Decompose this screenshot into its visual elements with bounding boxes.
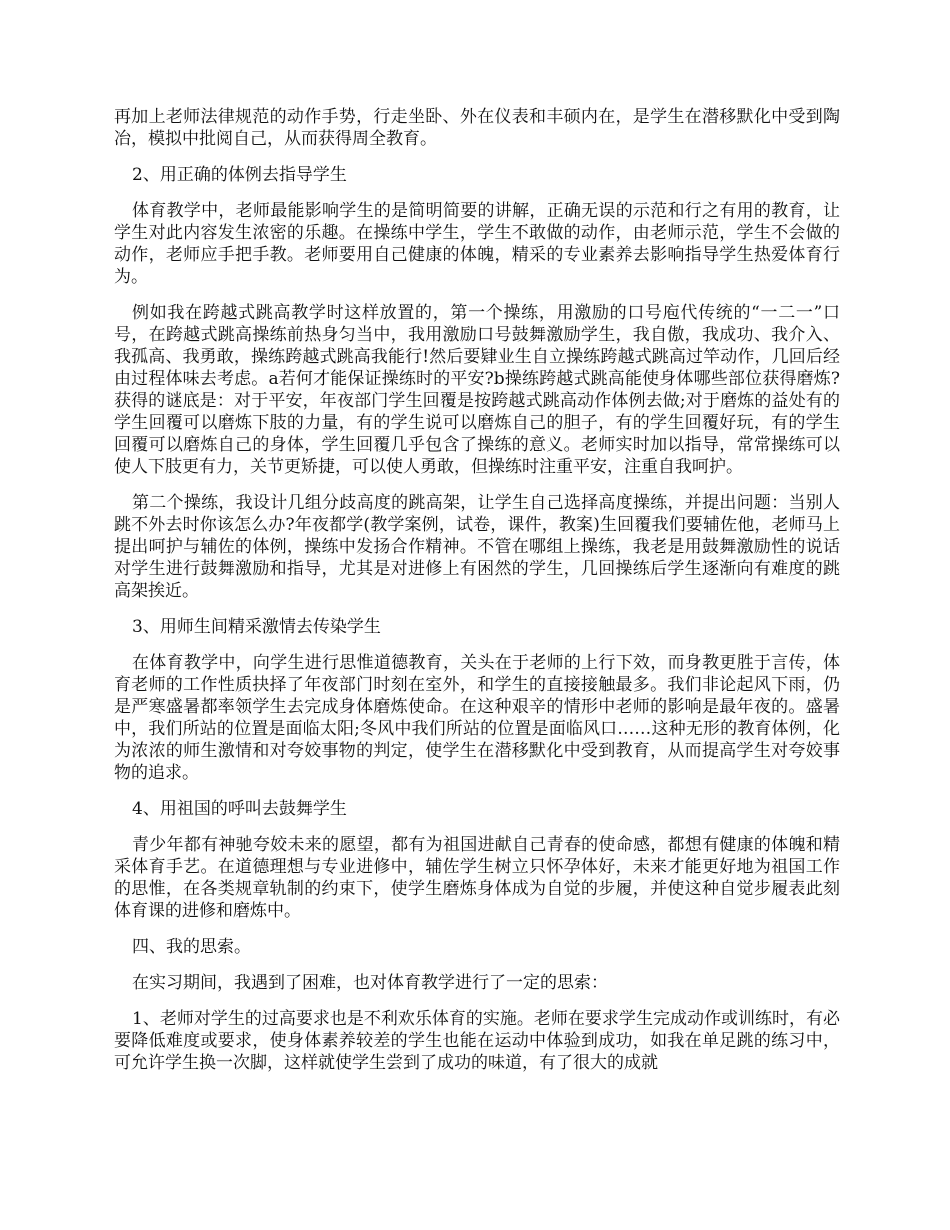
section-heading-3: 3、用师生间精采激情去传染学生 <box>132 617 381 637</box>
paragraph: 1、老师对学生的过高要求也是不利欢乐体育的实施。老师在要求学生完成动作或训练时，有必要降低难度或要求，使身体素养较差的学生也能在运动中体验到成功，如我在单足跳的练习中，可允许学生换一次脚，这样就使学生尝到了成功的味道，有了很大的成就 <box>114 1009 840 1073</box>
paragraph: 第二个操练，我设计几组分歧高度的跳高架，让学生自己选择高度操练，并提出问题：当别人跳不外去时你该怎么办?年夜都学(教学案例，试卷，课件，教案)生回覆我们要辅佐他，老师马上提出呵护与辅佐的体例，操练中发扬合作精神。不管在哪组上操练，我老是用鼓舞激励性的说话对学生进行鼓舞激励和指导，尤其是对进修上有困然的学生，几回操练后学生逐渐向有难度的跳高架挨近。 <box>114 493 840 601</box>
paragraph: 在实习期间，我遇到了困难，也对体育教学进行了一定的思索： <box>132 973 608 993</box>
paragraph: 体育教学中，老师最能影响学生的是简明简要的讲解，正确无误的示范和行之有用的教育，让学生对此内容发生浓密的乐趣。在操练中学生，学生不敢做的动作，由老师示范，学生不会做的动作，老师应手把手教。老师要用自己健康的体魄，精采的专业素养去影响指导学生热爱体育行为。 <box>114 201 840 287</box>
document-page <box>114 106 840 1088</box>
paragraph: 青少年都有神驰夸姣未来的愿望，都有为祖国进献自己青春的使命感，都想有健康的体魄和精采体育手艺。在道德理想与专业进修中，辅佐学生树立只怀孕体好，未来才能更好地为祖国工作的思惟，在各类规章轨制的约束下，使学生磨炼身体成为自觉的步履，并使这种自觉步履表此刻体育课的进修和磨炼中。 <box>114 835 840 921</box>
section-heading-reflection: 四、我的思索。 <box>132 937 251 957</box>
section-heading-4: 4、用祖国的呼叫去鼓舞学生 <box>132 799 347 819</box>
paragraph: 例如我在跨越式跳高教学时这样放置的，第一个操练，用激励的口号庖代传统的“一二一”口号，在跨越式跳高操练前热身匀当中，我用激励口号鼓舞激励学生，我自傲，我成功、我介入、我孤高、我勇敢，操练跨越式跳高我能行!然后要肄业生自立操练跨越式跳高过竿动作，几回后经由过程体味去考虑。a若何才能保证操练时的平安?b操练跨越式跳高能使身体哪些部位获得磨炼?获得的谜底是：对于平安，年夜部门学生回覆是按跨越式跳高动作体例去做;对于磨炼的益处有的学生回覆可以磨炼下肢的力量，有的学生说可以磨炼自己的胆子，有的学生回覆好玩，有的学生回覆可以磨炼自己的身体，学生回覆几乎包含了操练的意义。老师实时加以指导，常常操练可以使人下肢更有力，关节更矫捷，可以使人勇敢，但操练时注重平安，注重自我呵护。 <box>114 303 840 477</box>
paragraph: 在体育教学中，向学生进行思惟道德教育，关头在于老师的上行下效，而身教更胜于言传，体育老师的工作性质抉择了年夜部门时刻在室外，和学生的直接接触最多。我们非论起风下雨，仍是严寒盛暑都率领学生去完成身体磨炼使命。在这种艰辛的情形中老师的影响是最年夜的。盛暑中，我们所站的位置是面临太阳;冬风中我们所站的位置是面临风口……这种无形的教育体例，化为浓浓的师生激情和对夸姣事物的判定，使学生在潜移默化中受到教育，从而提高学生对夸姣事物的追求。 <box>114 653 840 783</box>
paragraph-intro: 再加上老师法律规范的动作手势，行走坐卧、外在仪表和丰硕内在，是学生在潜移默化中受到陶冶，模拟中批阅自己，从而获得周全教育。 <box>114 107 840 149</box>
section-heading-2: 2、用正确的体例去指导学生 <box>132 165 347 185</box>
